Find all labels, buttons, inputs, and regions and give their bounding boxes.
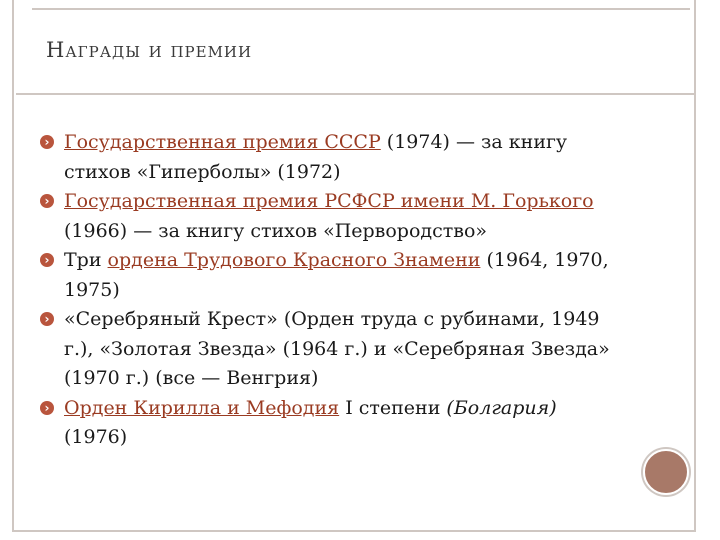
- arrow-bullet-icon: ›: [40, 135, 54, 149]
- arrow-bullet-icon: ›: [40, 401, 54, 415]
- item-part: (1976): [64, 426, 128, 448]
- list-item: [40, 187, 620, 246]
- top-decor-line: [32, 0, 690, 10]
- item-part: I степени: [339, 396, 447, 419]
- slide-title-text: Награды и премии: [46, 38, 253, 62]
- slide-title: [46, 38, 252, 62]
- arrow-bullet-icon: ›: [40, 253, 54, 267]
- awards-list: [40, 128, 620, 453]
- arrow-bullet-icon: ›: [40, 194, 54, 208]
- item-part: Три: [64, 249, 108, 271]
- item-part: (Болгария): [446, 396, 557, 419]
- item-part[interactable]: Орден Кирилла и Мефодия: [64, 396, 340, 419]
- item-part: (1974) — за книгу стихов «Гиперболы» (1972): [64, 131, 568, 183]
- item-part: (1966) — за книгу стихов «Первородство»: [64, 219, 488, 242]
- item-part[interactable]: Государственная премия СССР: [64, 131, 381, 153]
- list-item: [40, 394, 620, 453]
- item-part: «Серебряный Крест» (Орден труда с рубинами, 1949 г.), «Золотая Звезда» (1964 г.) и «Серебряная Звезда» (1970 г.) (все — Венгрия): [64, 308, 610, 389]
- item-part[interactable]: ордена Трудового Красного Знамени: [107, 249, 481, 271]
- list-item: [40, 128, 620, 187]
- arrow-bullet-icon: ›: [40, 312, 54, 326]
- item-part[interactable]: Государственная премия РСФСР имени М. Горького: [64, 190, 594, 212]
- list-item: [40, 246, 620, 305]
- item-part: (1964, 1970, 1975): [64, 249, 609, 301]
- list-item: [40, 305, 620, 394]
- circle-decoration-icon: [643, 449, 689, 495]
- title-divider: [16, 93, 696, 95]
